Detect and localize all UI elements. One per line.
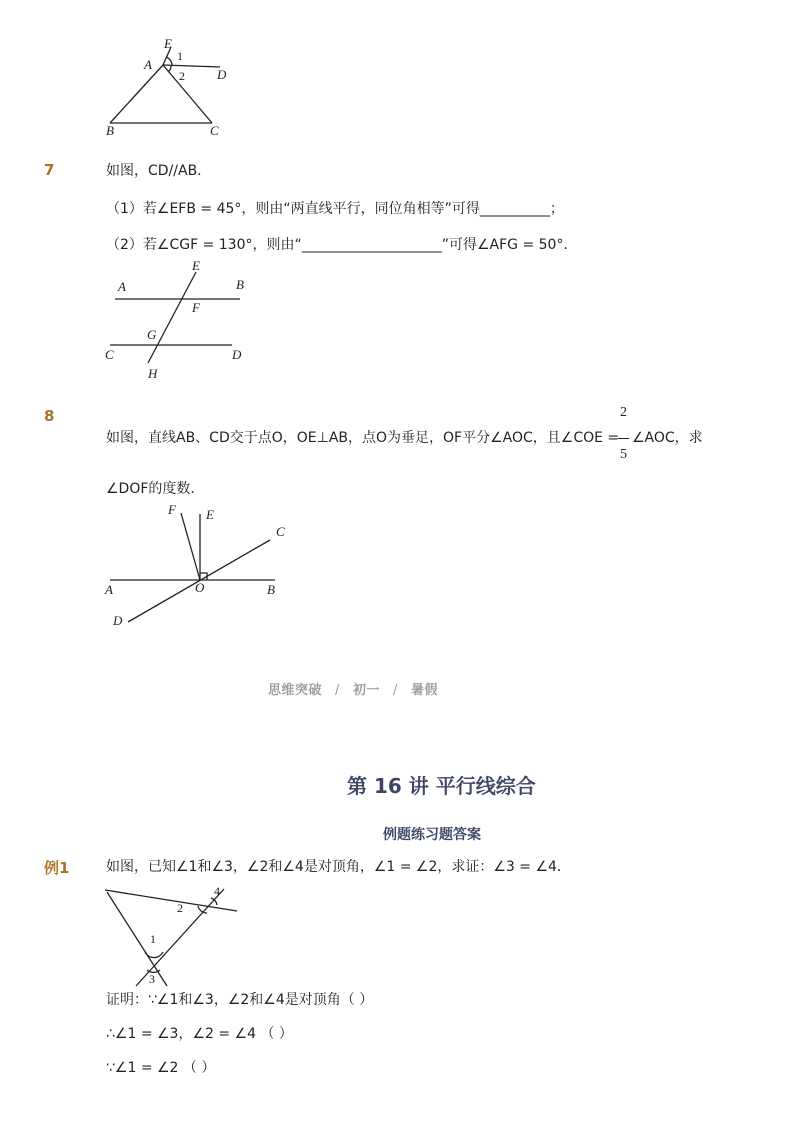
q7-intro: 如图，CD//AB． bbox=[106, 163, 212, 179]
label-3: 3 bbox=[149, 972, 155, 986]
footer-grade: 初一 bbox=[352, 683, 380, 698]
label-b: B bbox=[267, 582, 275, 597]
example-statement: 如图，已知∠1和∠3，∠2和∠4是对顶角，∠1 = ∠2，求证：∠3 = ∠4． bbox=[106, 859, 571, 875]
label-d: D bbox=[113, 613, 123, 628]
label-f: F bbox=[168, 502, 176, 517]
label-c: C bbox=[276, 524, 285, 539]
label-o: O bbox=[195, 580, 205, 595]
parallel-lines-figure bbox=[100, 255, 260, 385]
segment-ac bbox=[163, 65, 212, 123]
label-a: A bbox=[144, 57, 152, 72]
label-d: D bbox=[217, 67, 227, 82]
intersecting-lines-figure bbox=[100, 500, 300, 635]
footer-term: 暑假 bbox=[410, 683, 438, 698]
footer-separator: / bbox=[335, 683, 340, 698]
label-4: 4 bbox=[214, 884, 220, 898]
proof-line-1: 证明：∵∠1和∠3，∠2和∠4是对顶角（ ） bbox=[106, 992, 374, 1008]
proof-line-3: ∵∠1 = ∠2 （ ） bbox=[106, 1060, 216, 1076]
label-b: B bbox=[236, 277, 244, 292]
ray-of bbox=[181, 513, 200, 580]
q8-line1: 如图，直线AB、CD交于点O，OE⊥AB，点O为垂足，OF平分∠AOC，且∠COE = bbox=[106, 430, 620, 446]
label-2: 2 bbox=[177, 901, 183, 915]
label-c: C bbox=[210, 123, 219, 138]
footer-separator: / bbox=[393, 683, 398, 698]
q8-line1-end: ∠AOC，求 bbox=[632, 430, 703, 446]
lecture-title: 第 16 讲 平行线综合 bbox=[347, 774, 536, 798]
footer-brand: 思维突破 bbox=[268, 683, 323, 698]
vertical-angles-figure bbox=[100, 880, 245, 990]
label-c: C bbox=[105, 347, 114, 362]
label-g: G bbox=[147, 327, 157, 342]
example-label: 例1 bbox=[44, 859, 70, 877]
transversal-eh bbox=[148, 272, 196, 363]
label-1: 1 bbox=[150, 932, 156, 946]
label-h: H bbox=[148, 366, 158, 381]
angle-2-arc bbox=[168, 66, 171, 72]
page-footer bbox=[268, 679, 438, 698]
label-1: 1 bbox=[177, 49, 183, 63]
question-number-7: 7 bbox=[44, 161, 55, 179]
q7-part1: （1）若∠EFB = 45°，则由“两直线平行，同位角相等”可得__________； bbox=[106, 201, 564, 217]
q8-frac-bar bbox=[618, 438, 629, 439]
label-e: E bbox=[192, 258, 200, 273]
label-a: A bbox=[105, 582, 113, 597]
label-f: F bbox=[192, 300, 200, 315]
section-title: 例题练习题答案 bbox=[383, 827, 481, 843]
q7-part2: （2）若∠CGF = 130°，则由“____________________”可得∠AFG = 50°． bbox=[106, 237, 578, 253]
label-b: B bbox=[106, 123, 114, 138]
label-e: E bbox=[206, 507, 214, 522]
triangle-figure bbox=[100, 35, 240, 140]
q8-frac-numerator: 2 bbox=[620, 405, 627, 420]
label-a: A bbox=[118, 279, 126, 294]
segment-ab bbox=[110, 65, 163, 123]
question-number-8: 8 bbox=[44, 407, 55, 425]
q8-frac-denominator: 5 bbox=[620, 447, 627, 462]
q8-line2: ∠DOF的度数． bbox=[106, 481, 205, 497]
label-e: E bbox=[164, 36, 172, 51]
label-2: 2 bbox=[179, 69, 185, 83]
label-d: D bbox=[232, 347, 242, 362]
proof-line-2: ∴∠1 = ∠3，∠2 = ∠4 （ ） bbox=[106, 1026, 293, 1042]
